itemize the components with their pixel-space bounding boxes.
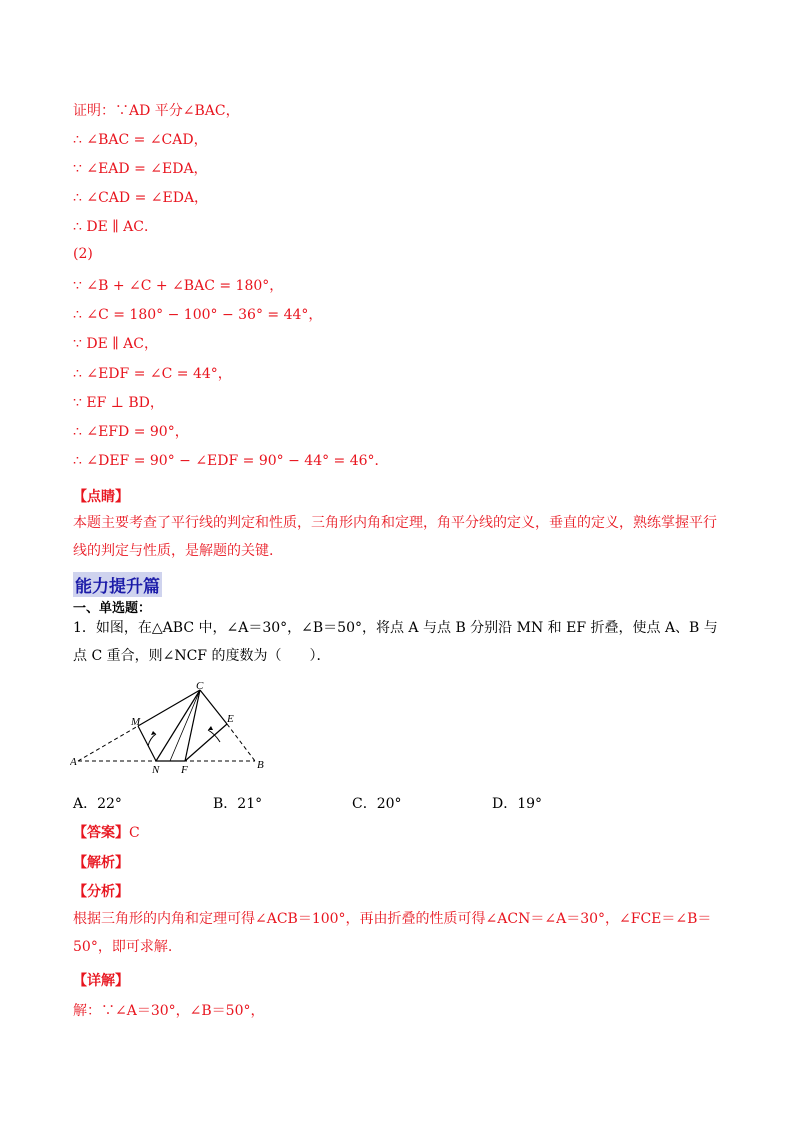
label-C: C — [196, 682, 204, 692]
proof-line-1: 证明：∵AD 平分∠BAC， — [73, 103, 240, 119]
section-title: 能力提升篇 — [73, 572, 162, 597]
proof-line-8: ∴ ∠C = 180° − 100° − 36° = 44°， — [73, 307, 323, 323]
proof-line-7: ∵ ∠B + ∠C + ∠BAC = 180°， — [73, 278, 284, 294]
option-c: C．20° — [352, 796, 402, 812]
proof-line-2: ∴ ∠BAC = ∠CAD， — [73, 132, 208, 148]
comment-label: 【点睛】 — [73, 489, 129, 505]
label-F: F — [181, 764, 188, 776]
label-E: E — [227, 713, 234, 725]
option-a: A．22° — [73, 796, 122, 812]
fold-triangle-figure — [70, 682, 270, 777]
label-A: A — [70, 756, 77, 768]
fenxi-label: 【分析】 — [73, 884, 129, 900]
proof-line-11: ∵ EF ⊥ BD， — [73, 395, 164, 411]
proof-line-13: ∴ ∠DEF = 90° − ∠EDF = 90° − 44° = 46°． — [73, 453, 389, 469]
comment-text: 本题主要考查了平行线的判定和性质，三角形内角和定理，角平分线的定义，垂直的定义，熟练掌握平行线的判定与性质，是解题的关键. — [73, 515, 717, 559]
answer-row — [73, 822, 140, 842]
option-b: B．21° — [213, 796, 263, 812]
fenxi-text: 根据三角形的内角和定理可得∠ACB＝100°，再由折叠的性质可得∠ACN＝∠A＝30°，∠FCE＝∠B＝50°，即可求解. — [73, 911, 712, 955]
proof-line-4: ∴ ∠CAD = ∠EDA， — [73, 190, 209, 206]
label-N: N — [152, 764, 160, 776]
option-d: D．19° — [492, 796, 543, 812]
question-text: 1．如图，在△ABC 中，∠A＝30°，∠B＝50°，将点 A 与点 B 分别沿 MN 和 EF 折叠，使点 A、B 与点 C 重合，则∠NCF 的度数为（ ）． — [73, 620, 718, 664]
proof-part-2: (2) — [73, 246, 93, 262]
section-subtitle: 一、单选题： — [73, 601, 152, 616]
answer-value: C — [129, 825, 140, 841]
answer-label: 【答案】 — [73, 825, 129, 841]
proof-line-10: ∴ ∠EDF = ∠C = 44°， — [73, 366, 232, 382]
detail-text: 解：∵∠A＝30°，∠B＝50°， — [73, 1003, 265, 1019]
proof-line-5: ∴ DE ∥ AC． — [73, 219, 158, 235]
proof-line-9: ∵ DE ∥ AC， — [73, 336, 158, 352]
proof-line-12: ∴ ∠EFD = 90°， — [73, 424, 189, 440]
proof-line-3: ∵ ∠EAD = ∠EDA， — [73, 161, 208, 177]
label-M: M — [131, 716, 141, 728]
detail-label: 【详解】 — [73, 973, 129, 989]
label-B: B — [257, 759, 264, 771]
analysis-label: 【解析】 — [73, 855, 129, 871]
